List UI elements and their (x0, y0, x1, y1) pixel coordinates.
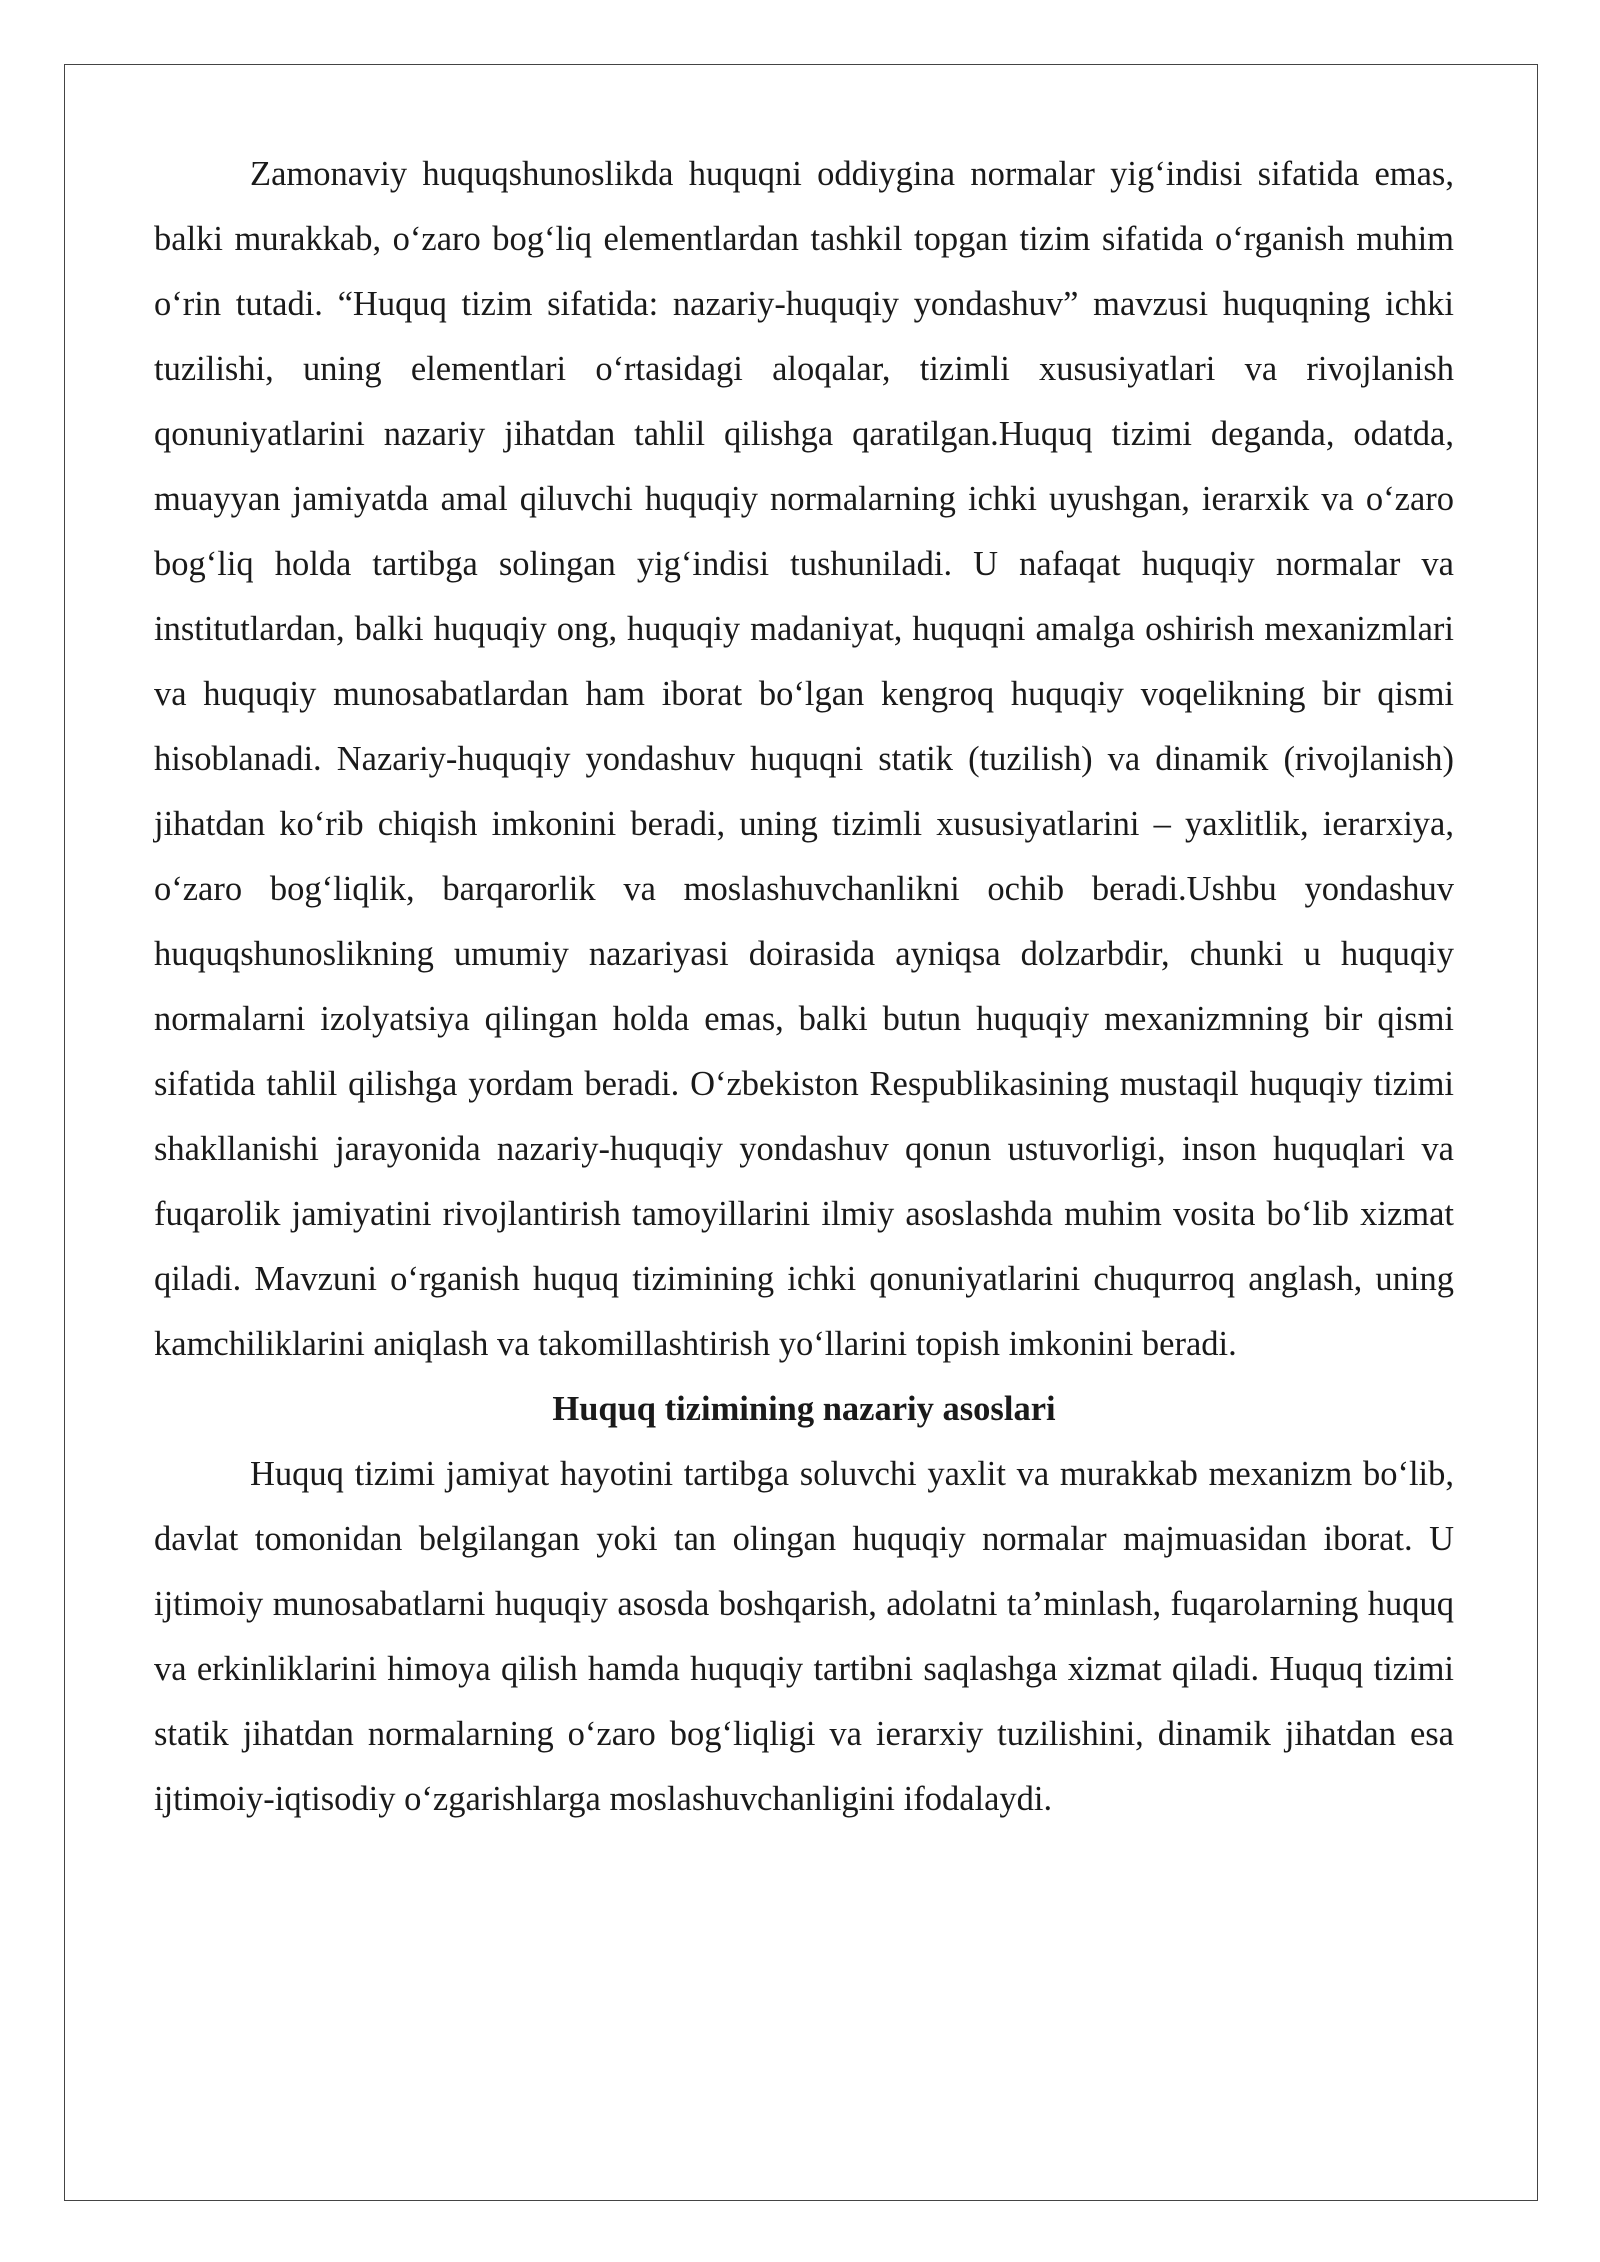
section-heading: Huquq tizimining nazariy asoslari (552, 1390, 1056, 1428)
intro-paragraph: Zamonaviy huquqshunoslikda huquqni oddiygina normalar yig‘indisi sifatida emas, balki murakkab, o‘zaro bog‘liq elementlardan tashkil topgan tizim sifatida o‘rganish muhim o‘rin tutadi. “Huquq tizim sifatida: nazariy-huquqiy yondashuv” mavzusi huquqning ichki tuzilishi, uning elementlari o‘rtasidagi aloqalar, tizimli xususiyatlari va rivojlanish qonuniyatlarini nazariy jihatdan tahlil qilishga qaratilgan.Huquq tizimi deganda, odatda, muayyan jamiyatda amal qiluvchi huquqiy normalarning ichki uyushgan, ierarxik va o‘zaro bog‘liq holda tartibga solingan yig‘indisi tushuniladi. U nafaqat huquqiy normalar va institutlardan, balki huquqiy ong, huquqiy madaniyat, huquqni amalga oshirish mexanizmlari va huquqiy munosabatlardan ham iborat bo‘lgan kengroq huquqiy voqelikning bir qismi hisoblanadi. Nazariy-huquqiy yondashuv huquqni statik (tuzilish) va dinamik (rivojlanish) jihatdan ko‘rib chiqish imkonini beradi, uning tizimli xususiyatlarini – yaxlitlik, ierarxiya, o‘zaro bog‘liqlik, barqarorlik va moslashuvchanlikni ochib beradi.Ushbu yondashuv huquqshunoslikning umumiy nazariyasi doirasida ayniqsa dolzarbdir, chunki u huquqiy normalarni izolyatsiya qilingan holda emas, balki butun huquqiy mexanizmning bir qismi sifatida tahlil qilishga yordam beradi. O‘zbekiston Respublikasining mustaqil huquqiy tizimi shakllanishi jarayonida nazariy-huquqiy yondashuv qonun ustuvorligi, inson huquqlari va fuqarolik jamiyatini rivojlantirish tamoyillarini ilmiy asoslashda muhim vosita bo‘lib xizmat qiladi. Mavzuni o‘rganish huquq tizimining ichki qonuniyatlarini chuqurroq anglash, uning kamchiliklarini aniqlash va takomillashtirish yo‘llarini topish imkonini beradi. (154, 155, 1454, 1363)
document-body (154, 142, 1454, 1832)
section-paragraph: Huquq tizimi jamiyat hayotini tartibga soluvchi yaxlit va murakkab mexanizm bo‘lib, davlat tomonidan belgilangan yoki tan olingan huquqiy normalar majmuasidan iborat. U ijtimoiy munosabatlarni huquqiy asosda boshqarish, adolatni ta’minlash, fuqarolarning huquq va erkinliklarini himoya qilish hamda huquqiy tartibni saqlashga xizmat qiladi. Huquq tizimi statik jihatdan normalarning o‘zaro bog‘liqligi va ierarxiy tuzilishini, dinamik jihatdan esa ijtimoiy-iqtisodiy o‘zgarishlarga moslashuvchanligini ifodalaydi. (154, 1455, 1454, 1818)
